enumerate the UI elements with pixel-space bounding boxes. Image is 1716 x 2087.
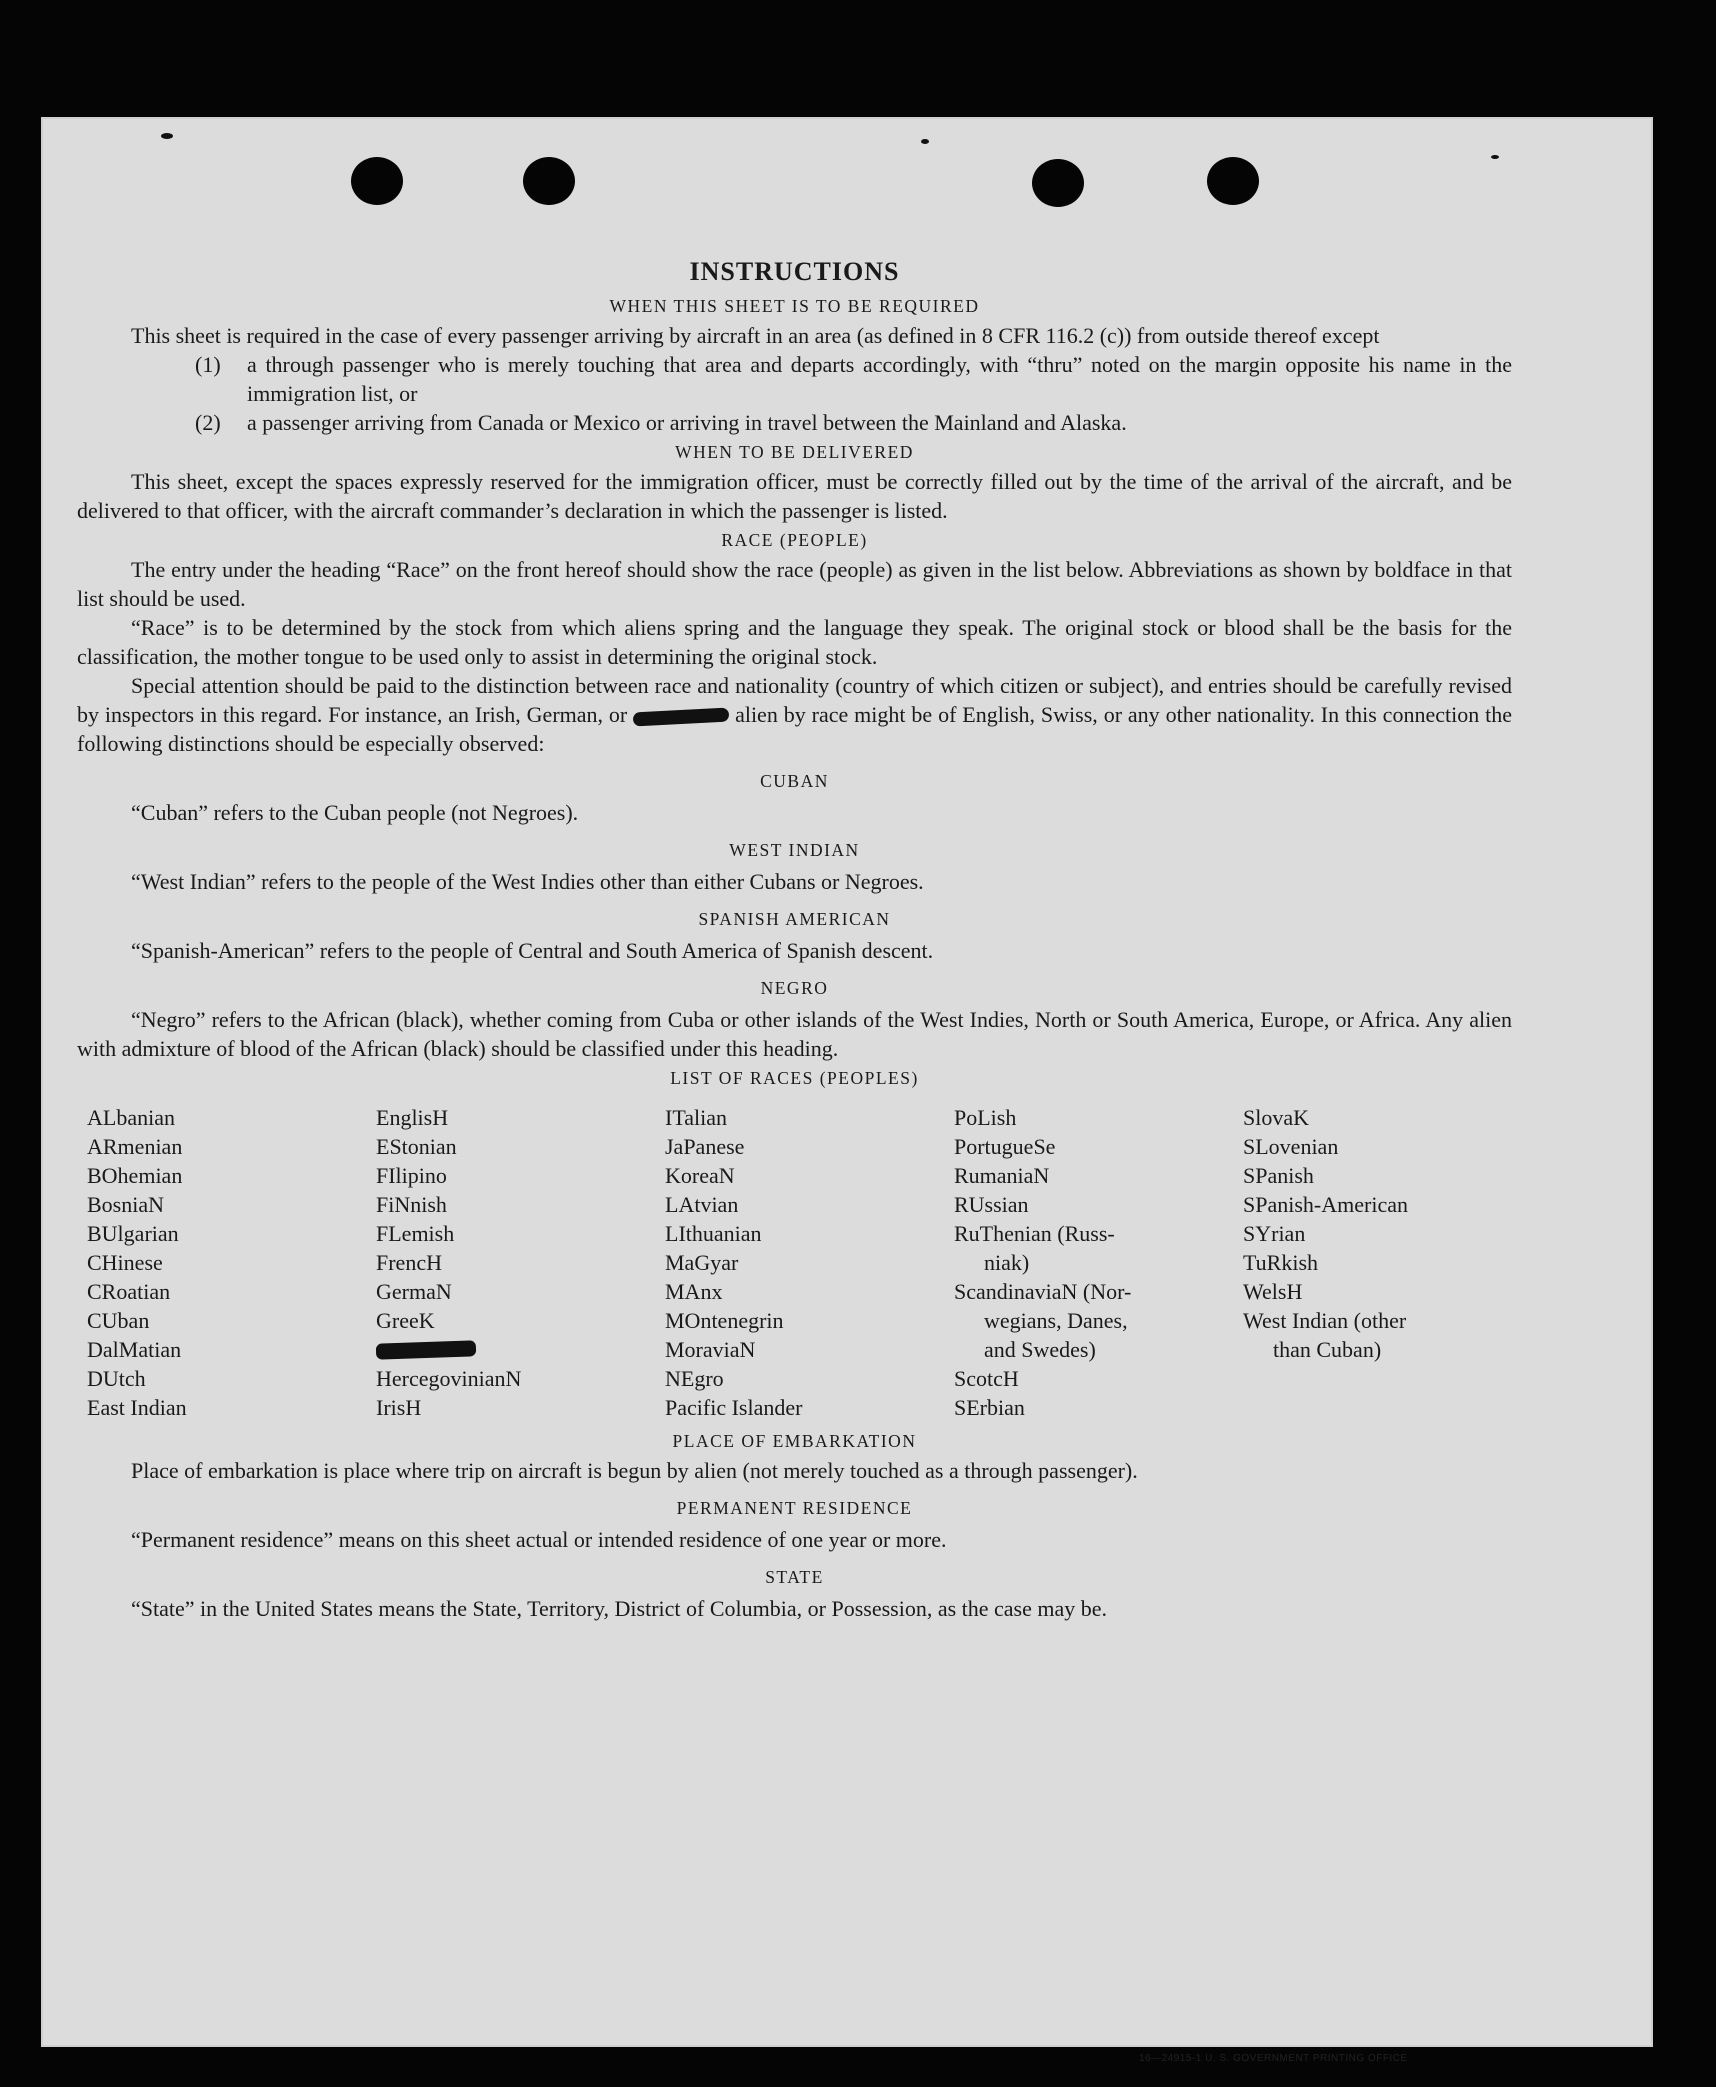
race-entry: MAnx [665,1279,723,1304]
race-entry: LAtvian [665,1192,739,1217]
race-paragraph-3 [77,671,1512,758]
race-entry: WelsH [1243,1279,1303,1304]
race-entry: RuThenian (Russ- [954,1221,1115,1246]
race-entry: PoLish [954,1105,1017,1130]
state-text: “State” in the United States means the State, Territory, District of Columbia, or Possession, as the case may be. [131,1596,1108,1621]
printing-office-code: 16—24915-1 U. S. GOVERNMENT PRINTING OFFICE [1139,2053,1408,2064]
west-indian-text: “West Indian” refers to the people of the West Indies other than either Cubans or Negroes. [131,869,924,894]
race-entry: ALbanian [87,1105,175,1130]
races-column [665,1103,954,1422]
race-paragraph-2: “Race” is to be determined by the stock from which aliens spring and the language they speak. The original stock or blood shall be the basis for the classification, the mother tongue to be used only to assist in determining the original stock. [77,615,1512,669]
punch-hole [1032,159,1084,207]
redacted-race-entry [376,1335,665,1364]
section-heading-residence: PERMANENT RESIDENCE [676,1498,913,1518]
race-entry: MOntenegrin [665,1308,784,1333]
races-column [1243,1103,1503,1422]
spanish-american-text: “Spanish-American” refers to the people of Central and South America of Spanish descent. [131,938,934,963]
race-entry: GermaN [376,1279,452,1304]
required-intro: This sheet is required in the case of every passenger arriving by aircraft in an area (as defined in 8 CFR 116.2 (c)) from outside thereof except [131,323,1380,348]
section-heading-required: WHEN THIS SHEET IS TO BE REQUIRED [609,296,980,316]
section-heading-negro: NEGRO [760,978,829,998]
race-entry: Pacific Islander [665,1395,803,1420]
race-entry: BosniaN [87,1192,164,1217]
race-entry: MoraviaN [665,1337,756,1362]
negro-text: “Negro” refers to the African (black), whether coming from Cuba or other islands of the West Indies, North or South America, Europe, or Africa. Any alien with admixture of blood of the African (black) should be classified under this heading. [77,1007,1512,1061]
race-entry: TuRkish [1243,1250,1319,1275]
instructions-content [77,255,1512,1623]
race-entry: West Indian (other [1243,1308,1407,1333]
item-number: (2) [195,410,221,435]
race-entry: KoreaN [665,1163,735,1188]
race-entry: than Cuban) [1273,1337,1382,1362]
race-entry: CHinese [87,1250,163,1275]
embarkation-text: Place of embarkation is place where trip on aircraft is begun by alien (not merely touched as a through passenger). [131,1458,1138,1483]
race-paragraph-1: The entry under the heading “Race” on the front hereof should show the race (people) as given in the list below. Abbreviations as shown by boldface in that list should be used. [77,557,1512,611]
section-heading-embarkation: PLACE OF EMBARKATION [672,1431,917,1451]
residence-text: “Permanent residence” means on this sheet actual or intended residence of one year or more. [131,1527,947,1552]
delivered-text: This sheet, except the spaces expressly reserved for the immigration officer, must be correctly filled out by the time of the arrival of the aircraft, and be delivered to that officer, with the aircraft commander’s declaration in which the passenger is listed. [77,469,1512,523]
race-entry: EStonian [376,1134,457,1159]
races-list [87,1103,1512,1422]
race-entry: East Indian [87,1395,187,1420]
section-heading-race: RACE (PEOPLE) [721,530,868,550]
race-entry: BUlgarian [87,1221,179,1246]
race-entry: ScotcH [954,1366,1019,1391]
race-entry: FrencH [376,1250,442,1275]
section-heading-list-of-races: LIST OF RACES (PEOPLES) [670,1068,919,1088]
race-entry: RUssian [954,1192,1029,1217]
race-entry: SErbian [954,1395,1025,1420]
race-entry: JaPanese [665,1134,745,1159]
page-title: INSTRUCTIONS [689,257,900,286]
speck [921,139,929,144]
punch-hole [523,157,575,205]
section-heading-delivered: WHEN TO BE DELIVERED [675,442,914,462]
item-number: (1) [195,352,221,377]
race-entry: SLovenian [1243,1134,1339,1159]
race-entry: HercegovinianN [376,1366,522,1391]
race-paragraph-3b: alien by race might be of English, Swiss, or any other nationality. In this connection the following distinctions should be especially observed: [77,702,1512,756]
race-entry: LIthuanian [665,1221,762,1246]
race-paragraph-3a: Special attention should be paid to the distinction between race and nationality (country of which citizen or subject), and entries should be carefully revised by inspectors in this regard. For instance, an Irish, German, or [77,673,1512,727]
race-entry: FiNnish [376,1192,447,1217]
race-entry: MaGyar [665,1250,739,1275]
race-entry: RumaniaN [954,1163,1050,1188]
item-text: a through passenger who is merely touching that area and departs accordingly, with “thru” noted on the margin opposite his name in the immigration list, or [247,352,1512,406]
section-heading-spanish-american: SPANISH AMERICAN [698,909,891,929]
required-item-1 [195,350,1512,408]
race-entry: BOhemian [87,1163,183,1188]
race-entry: NEgro [665,1366,724,1391]
document-sheet [41,117,1653,2064]
race-entry: SPanish [1243,1163,1314,1188]
required-item-2 [195,408,1512,437]
races-column [376,1103,665,1422]
race-entry: and Swedes) [984,1337,1096,1362]
race-entry: wegians, Danes, [984,1308,1128,1333]
race-entry: IrisH [376,1395,422,1420]
redaction-mark [633,707,730,726]
race-entry: PortugueSe [954,1134,1056,1159]
race-entry: DUtch [87,1366,146,1391]
cuban-text: “Cuban” refers to the Cuban people (not Negroes). [131,800,579,825]
redaction-mark [376,1340,476,1359]
speck [161,133,173,139]
item-text: a passenger arriving from Canada or Mexico or arriving in travel between the Mainland and Alaska. [247,410,1127,435]
race-entry: GreeK [376,1308,435,1333]
race-entry: CUban [87,1308,150,1333]
race-entry: FIlipino [376,1163,447,1188]
races-column [954,1103,1243,1422]
section-heading-west-indian: WEST INDIAN [729,840,860,860]
race-entry: SlovaK [1243,1105,1309,1130]
race-entry: DalMatian [87,1337,182,1362]
races-column [87,1103,376,1422]
race-entry: SPanish-American [1243,1192,1408,1217]
punch-hole [351,157,403,205]
punch-hole [1207,157,1259,205]
race-entry: ScandinaviaN (Nor- [954,1279,1132,1304]
race-entry: niak) [984,1250,1030,1275]
speck [1491,155,1499,159]
race-entry: EnglisH [376,1105,449,1130]
race-entry: ARmenian [87,1134,183,1159]
race-entry: SYrian [1243,1221,1306,1246]
race-entry: CRoatian [87,1279,171,1304]
race-entry: ITalian [665,1105,727,1130]
race-entry: FLemish [376,1221,455,1246]
section-heading-cuban: CUBAN [760,771,829,791]
section-heading-state: STATE [765,1567,824,1587]
